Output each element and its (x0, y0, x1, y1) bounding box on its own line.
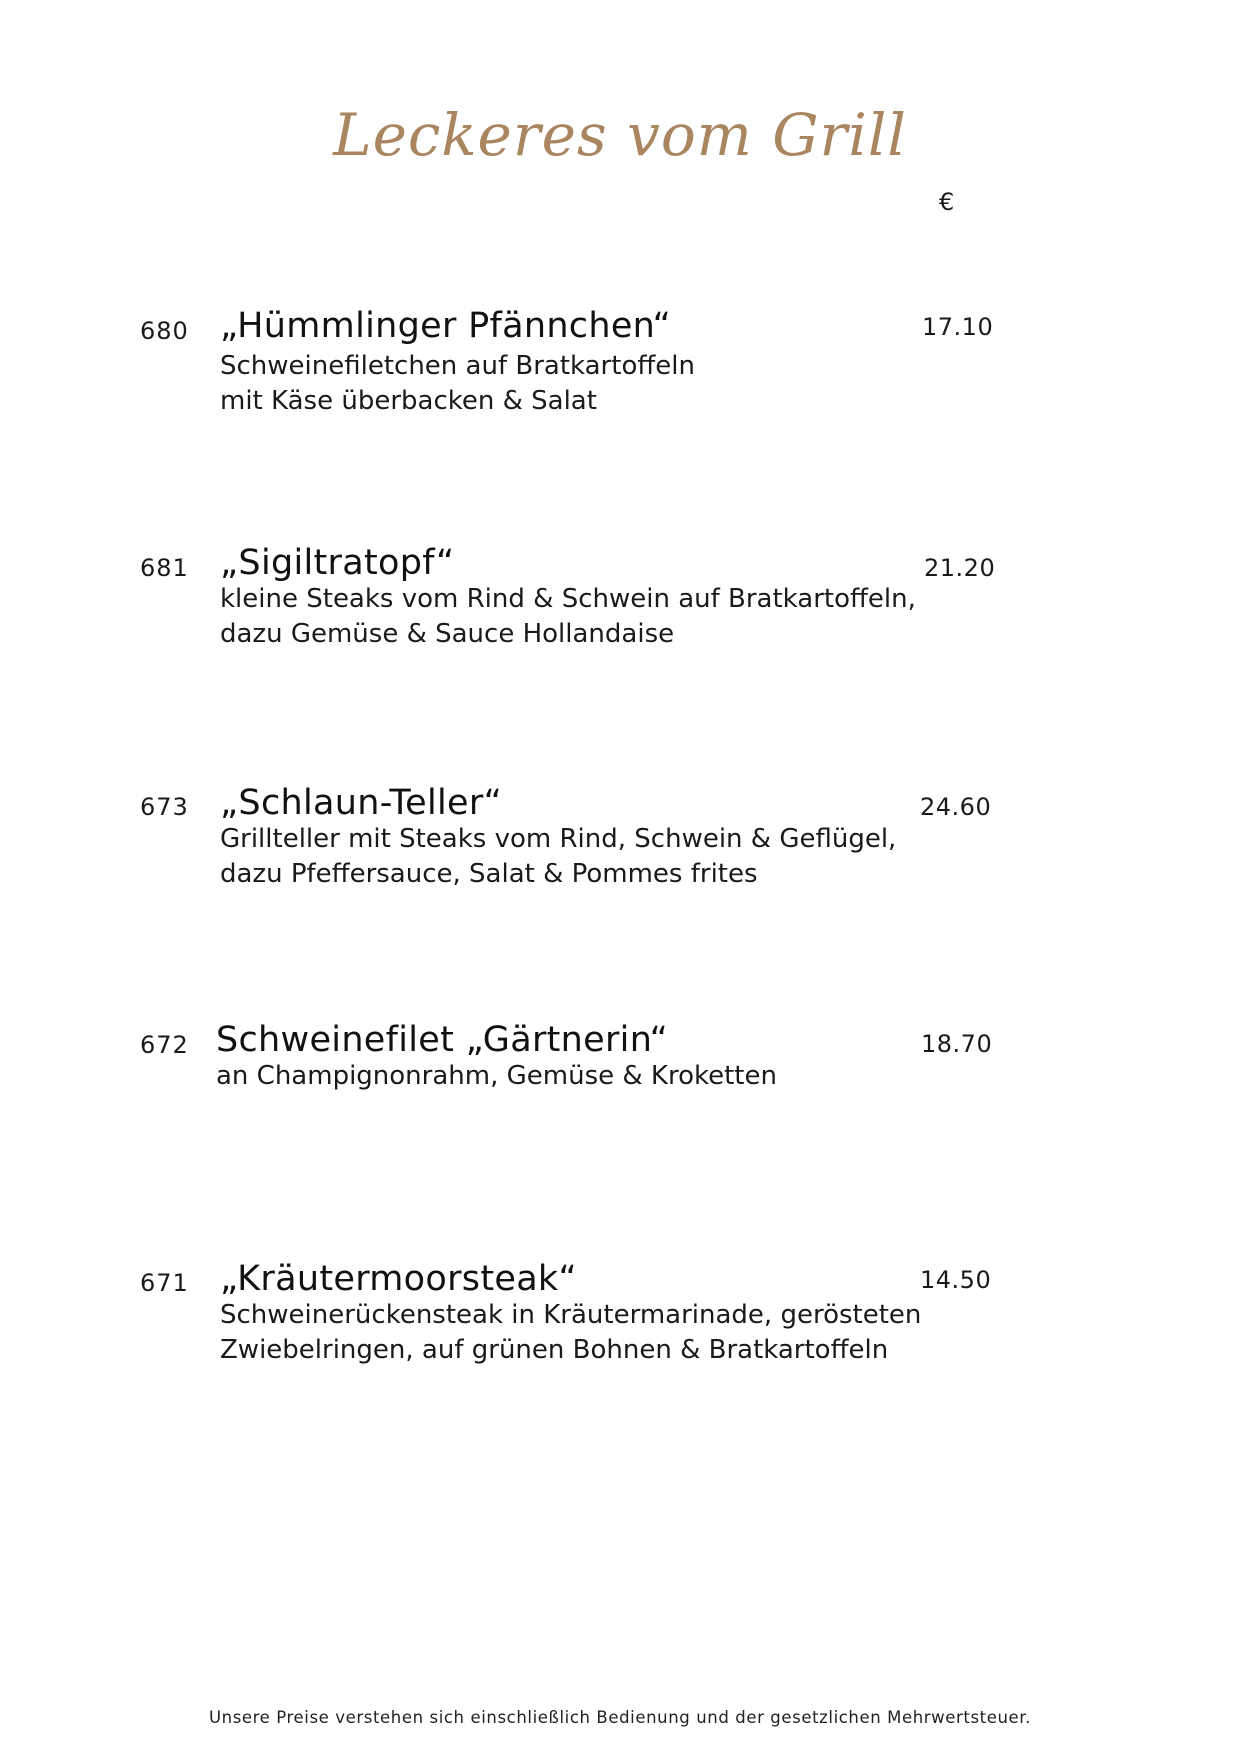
item-description-line: mit Käse überbacken & Salat (220, 386, 597, 416)
item-description-line: Zwiebelringen, auf grünen Bohnen & Bratkartoffeln (220, 1335, 889, 1365)
item-name: „Hümmlinger Pfännchen“ (220, 306, 672, 346)
item-number: 680 (140, 317, 189, 345)
menu-title: Leckeres vom Grill (333, 101, 907, 169)
item-description-line: dazu Gemüse & Sauce Hollandaise (220, 619, 675, 649)
menu-item (0, 305, 1240, 445)
menu-item (0, 542, 1240, 682)
item-price: 14.50 (920, 1266, 992, 1294)
footer-note: Unsere Preise verstehen sich einschließlich Bedienung und der gesetzlichen Mehrwertsteuer. (208, 1708, 1032, 1727)
menu-item (0, 1258, 1240, 1398)
item-number: 681 (140, 554, 189, 582)
item-name: „Schlaun-Teller“ (220, 783, 502, 823)
item-name: „Kräutermoorsteak“ (220, 1259, 577, 1299)
item-number: 673 (140, 793, 189, 821)
item-name: Schweinefilet „Gärtnerin“ (216, 1020, 669, 1060)
item-name: „Sigiltratopf“ (220, 543, 455, 583)
item-number: 672 (140, 1031, 189, 1059)
item-price: 24.60 (920, 793, 992, 821)
item-description-line: Grillteller mit Steaks vom Rind, Schwein & Geflügel, (220, 824, 897, 854)
item-description-line: kleine Steaks vom Rind & Schwein auf Bratkartoffeln, (220, 584, 916, 614)
menu-item (0, 1019, 1240, 1159)
item-description-line: dazu Pfeffersauce, Salat & Pommes frites (220, 859, 758, 889)
item-description-line: an Champignonrahm, Gemüse & Kroketten (216, 1061, 777, 1091)
item-price: 18.70 (921, 1030, 993, 1058)
item-price: 17.10 (922, 313, 994, 341)
currency-symbol: € (939, 188, 955, 216)
item-number: 671 (140, 1269, 189, 1297)
item-description-line: Schweinefiletchen auf Bratkartoffeln (220, 351, 695, 381)
item-description-line: Schweinerückensteak in Kräutermarinade, gerösteten (220, 1300, 922, 1330)
menu-item (0, 782, 1240, 922)
item-price: 21.20 (924, 554, 996, 582)
